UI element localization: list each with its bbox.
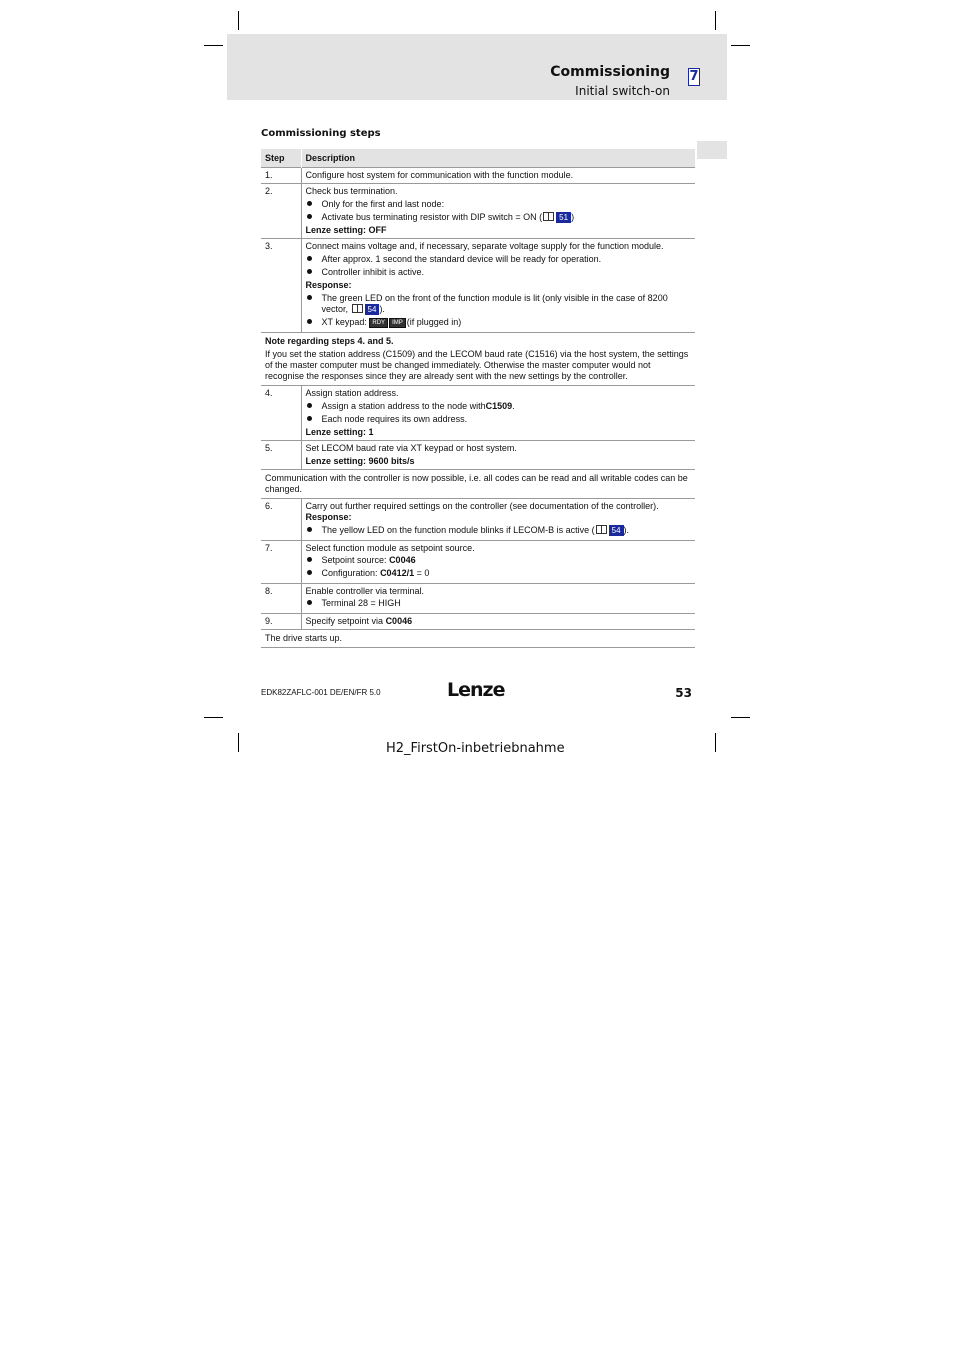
table-row-step-2 xyxy=(261,184,695,239)
step-text: Select function module as setpoint source. xyxy=(305,543,475,553)
bullet-icon xyxy=(306,254,322,265)
crop-mark xyxy=(238,11,239,30)
section-subtitle: Initial switch-on xyxy=(575,84,670,98)
bullet-item: Each node requires its own address. xyxy=(306,414,693,425)
page-ref-link[interactable]: 51 xyxy=(556,212,571,223)
step-number: 9. xyxy=(261,614,301,630)
bullet-icon xyxy=(306,267,322,278)
crop-mark xyxy=(731,717,750,718)
bullet-item: Setpoint source: C0046 xyxy=(306,555,693,566)
bullet-icon xyxy=(306,212,322,223)
step-description xyxy=(301,441,695,470)
table-row-final-note xyxy=(261,630,695,648)
bullet-icon xyxy=(306,414,322,425)
page-number: 53 xyxy=(675,686,692,700)
table-row-step-9 xyxy=(261,614,695,630)
step-number: 6. xyxy=(261,499,301,541)
step-text: Carry out further required settings on the controller (see documentation of the controller). xyxy=(305,501,659,511)
file-label: H2_FirstOn-inbetriebnahme xyxy=(386,741,565,756)
table-row-step-7 xyxy=(261,541,695,584)
note-cell xyxy=(261,333,695,386)
bullet-item: Controller inhibit is active. xyxy=(306,267,693,278)
comm-note-cell: Communication with the controller is now possible, i.e. all codes can be read and all writable codes can be changed. xyxy=(261,470,695,499)
step-number: 5. xyxy=(261,441,301,470)
step-description xyxy=(301,499,695,541)
bullet-icon xyxy=(306,401,322,412)
table-row-step-4 xyxy=(261,386,695,441)
table-heading: Commissioning steps xyxy=(261,128,381,139)
crop-mark xyxy=(715,11,716,30)
step-number: 7. xyxy=(261,541,301,584)
step-number: 3. xyxy=(261,239,301,333)
commissioning-steps-table xyxy=(261,149,695,648)
table-row-step-1 xyxy=(261,168,695,184)
bullet-item: The green LED on the front of the function module is lit (only visible in the case of 8200 vector, 54 ). xyxy=(306,293,693,315)
bullet-icon xyxy=(306,199,322,210)
bullet-item: Activate bus terminating resistor with DIP switch = ON ( 51 ) xyxy=(306,212,693,223)
table-row-step-5 xyxy=(261,441,695,470)
note-title: Note regarding steps 4. and 5. xyxy=(265,336,394,346)
bullet-item: XT keypad: RDY IMP (if plugged in) xyxy=(306,317,693,328)
rdy-key-icon: RDY xyxy=(369,318,388,328)
table-row-step-6 xyxy=(261,499,695,541)
chapter-title: Commissioning xyxy=(550,64,670,80)
lenze-setting: Lenze setting: OFF xyxy=(305,225,387,235)
note-text: If you set the station address (C1509) and the LECOM baud rate (C1516) via the host system, the settings of the master computer must be changed immediately. Otherwise the master computer would not recognise the responses since they are already sent with the new settings by the controller. xyxy=(265,349,689,381)
step-text: Connect mains voltage and, if necessary, separate voltage supply for the function module. xyxy=(305,241,664,251)
bullet-icon xyxy=(306,293,322,304)
bullet-item: The yellow LED on the function module blinks if LECOM-B is active ( 54 ). xyxy=(306,525,693,536)
response-label: Response: xyxy=(305,512,352,522)
step-description xyxy=(301,386,695,441)
book-icon xyxy=(543,212,554,221)
bullet-icon xyxy=(306,568,322,579)
step-number: 4. xyxy=(261,386,301,441)
step-text: Assign station address. xyxy=(305,388,399,398)
lenze-setting: Lenze setting: 9600 bits/s xyxy=(305,456,415,466)
step-text: Set LECOM baud rate via XT keypad or host system. xyxy=(305,443,517,453)
step-text: Configure host system for communication with the function module. xyxy=(305,170,574,180)
step-text: Check bus termination. xyxy=(305,186,398,196)
table-row-step-3 xyxy=(261,239,695,333)
step-description: Specify setpoint via C0046 xyxy=(301,614,695,630)
step-number: 8. xyxy=(261,584,301,614)
step-number: 2. xyxy=(261,184,301,239)
bullet-item: Only for the first and last node: xyxy=(306,199,693,210)
crop-mark xyxy=(731,45,750,46)
table-row-note xyxy=(261,333,695,386)
crop-mark xyxy=(204,45,223,46)
step-description xyxy=(301,239,695,333)
final-note-cell: The drive starts up. xyxy=(261,630,695,648)
book-icon xyxy=(596,525,607,534)
code-ref: C0046 xyxy=(385,616,413,626)
crop-mark xyxy=(715,733,716,752)
bullet-item: Terminal 28 = HIGH xyxy=(306,598,693,609)
step-description xyxy=(301,541,695,584)
step-description xyxy=(301,168,695,184)
chapter-number-badge[interactable]: 7 xyxy=(689,69,699,84)
step-number: 1. xyxy=(261,168,301,184)
crop-mark xyxy=(238,733,239,752)
bullet-icon xyxy=(306,317,322,328)
crop-mark xyxy=(204,717,223,718)
imp-key-icon: IMP xyxy=(389,318,406,328)
document-code: EDK82ZAFLC-001 DE/EN/FR 5.0 xyxy=(261,688,381,697)
page-ref-link[interactable]: 54 xyxy=(365,304,380,315)
lenze-setting: Lenze setting: 1 xyxy=(305,427,374,437)
side-tab-marker xyxy=(697,141,727,159)
page-ref-link[interactable]: 54 xyxy=(609,525,624,536)
step-description xyxy=(301,584,695,614)
step-text: Enable controller via terminal. xyxy=(305,586,425,596)
bullet-item: Configuration: C0412/1 = 0 xyxy=(306,568,693,579)
table-row-step-8 xyxy=(261,584,695,614)
response-label: Response: xyxy=(305,280,352,290)
lenze-logo: Lenze xyxy=(447,679,505,701)
book-icon xyxy=(352,304,363,313)
column-header-description: Description xyxy=(301,149,695,168)
table-header-row xyxy=(261,149,695,168)
bullet-icon xyxy=(306,598,322,609)
step-description xyxy=(301,184,695,239)
bullet-item: After approx. 1 second the standard device will be ready for operation. xyxy=(306,254,693,265)
bullet-icon xyxy=(306,525,322,536)
bullet-item: Assign a station address to the node withC1509. xyxy=(306,401,693,412)
column-header-step: Step xyxy=(261,149,301,168)
bullet-icon xyxy=(306,555,322,566)
table-row-comm-note xyxy=(261,470,695,499)
